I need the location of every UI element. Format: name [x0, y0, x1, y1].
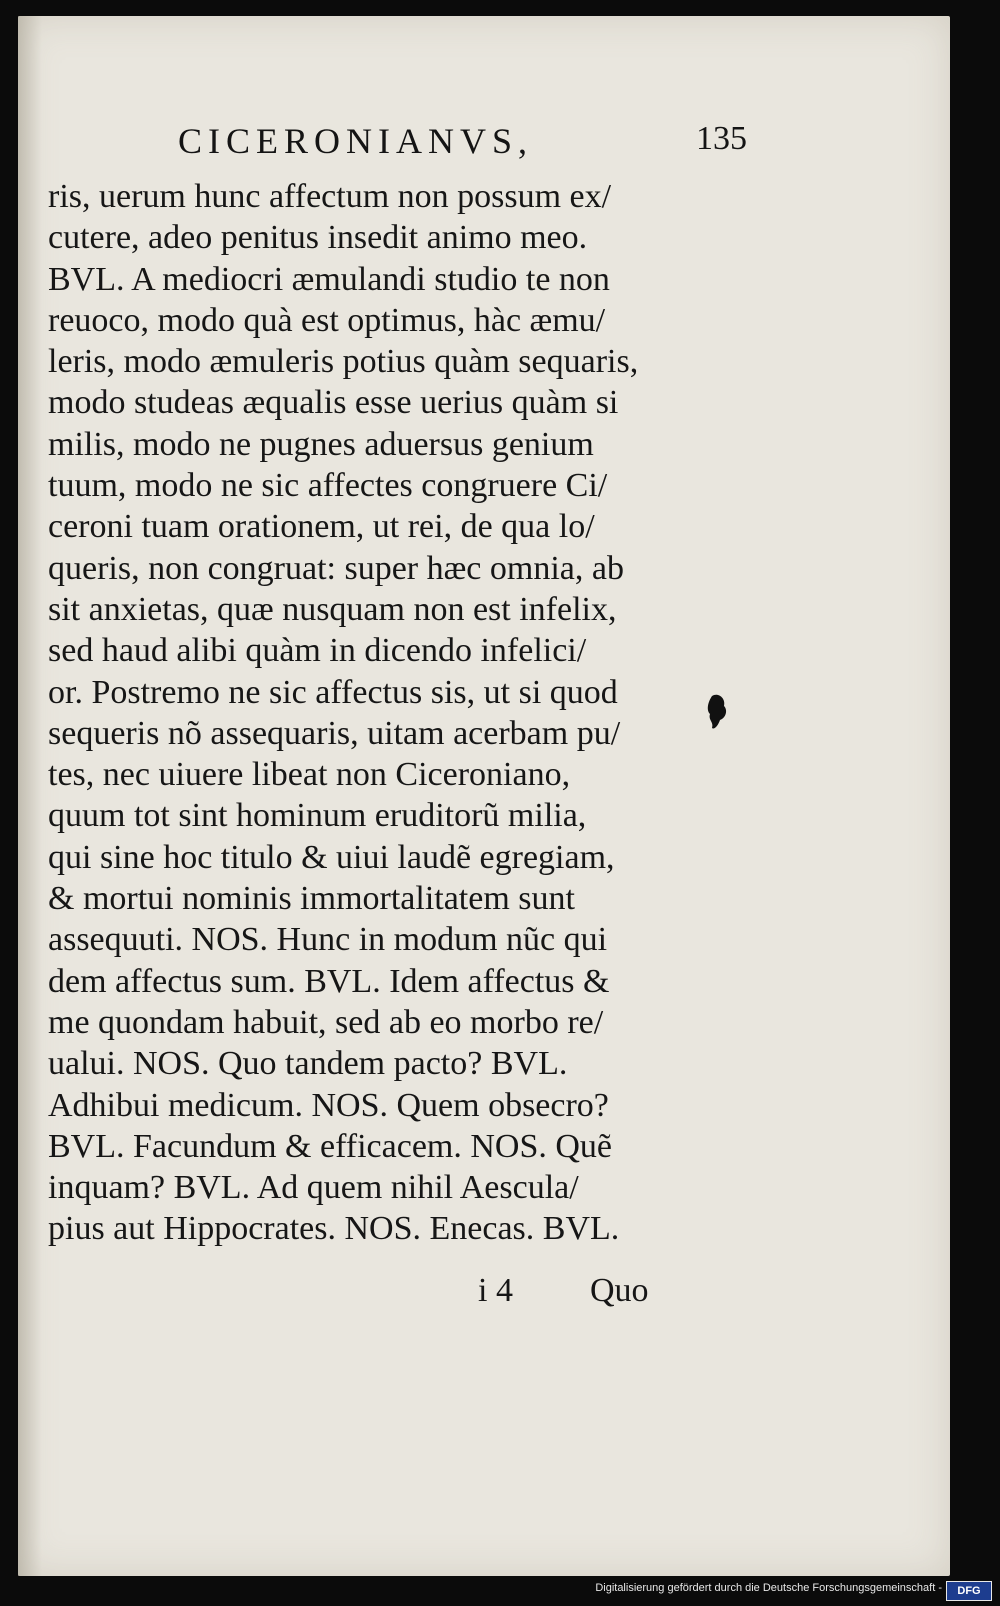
text-line: sequeris nõ assequaris, uitam acerbam pu/: [48, 714, 621, 752]
page-number: 135: [696, 120, 747, 157]
text-line: reuoco, modo quà est optimus, hàc æmu/: [48, 301, 606, 339]
text-line: quum tot sint hominum eruditorũ milia,: [48, 797, 587, 835]
spine-shadow: [18, 16, 42, 1576]
funding-credit: Digitalisierung gefördert durch die Deutsche Forschungsgemeinschaft -: [595, 1582, 942, 1594]
text-line: assequuti. NOS. Hunc in modum nũc qui: [48, 921, 608, 959]
text-line: ris, uerum hunc affectum non possum ex/: [48, 178, 612, 215]
book-page: [18, 16, 950, 1576]
text-line: me quondam habuit, sed ab eo morbo re/: [48, 1003, 604, 1041]
ink-blot-icon: [704, 692, 730, 732]
signature-mark: i 4: [478, 1272, 513, 1309]
catchword: Quo: [590, 1272, 649, 1309]
text-line: milis, modo ne pugnes aduersus genium: [48, 425, 594, 463]
text-line: BVL. A mediocri æmulandi studio te non: [48, 260, 610, 298]
text-line: tes, nec uiuere libeat non Ciceroniano,: [48, 756, 571, 794]
page-foot: [18, 1272, 950, 1316]
footer-bar: [0, 1576, 1000, 1606]
text-line: queris, non congruat: super hæc omnia, ab: [48, 549, 624, 587]
text-line: sed haud alibi quàm in dicendo infelici/: [48, 632, 587, 670]
text-line: pius aut Hippocrates. NOS. Enecas. BVL.: [48, 1210, 620, 1248]
text-line: qui sine hoc titulo & uiui laudẽ egregiam,: [48, 838, 615, 876]
text-line: dem affectus sum. BVL. Idem affectus &: [48, 962, 610, 1000]
running-title: CICERONIANVS,: [178, 121, 534, 161]
text-line: modo studeas æqualis esse uerius quàm si: [48, 384, 619, 422]
text-line: leris, modo æmuleris potius quàm sequaris,: [48, 343, 639, 381]
text-line: BVL. Facundum & efficacem. NOS. Quẽ: [48, 1127, 613, 1165]
text-line: & mortui nominis immortalitatem sunt: [48, 880, 575, 918]
text-line: tuum, modo ne sic affectes congruere Ci/: [48, 467, 608, 505]
text-line: ualui. NOS. Quo tandem pacto? BVL.: [48, 1045, 568, 1083]
text-line: inquam? BVL. Ad quem nihil Aescula/: [48, 1169, 579, 1207]
running-head: [18, 120, 950, 170]
text-line: ceroni tuam orationem, ut rei, de qua lo/: [48, 508, 595, 546]
text-line: sit anxietas, quæ nusquam non est infelix,: [48, 590, 617, 628]
text-line: cutere, adeo penitus insedit animo meo.: [48, 219, 588, 257]
text-line: or. Postremo ne sic affectus sis, ut si quod: [48, 673, 618, 711]
text-line: Adhibui medicum. NOS. Quem obsecro?: [48, 1086, 609, 1124]
text-block: [48, 176, 768, 1250]
dfg-logo-icon: DFG: [946, 1581, 992, 1601]
